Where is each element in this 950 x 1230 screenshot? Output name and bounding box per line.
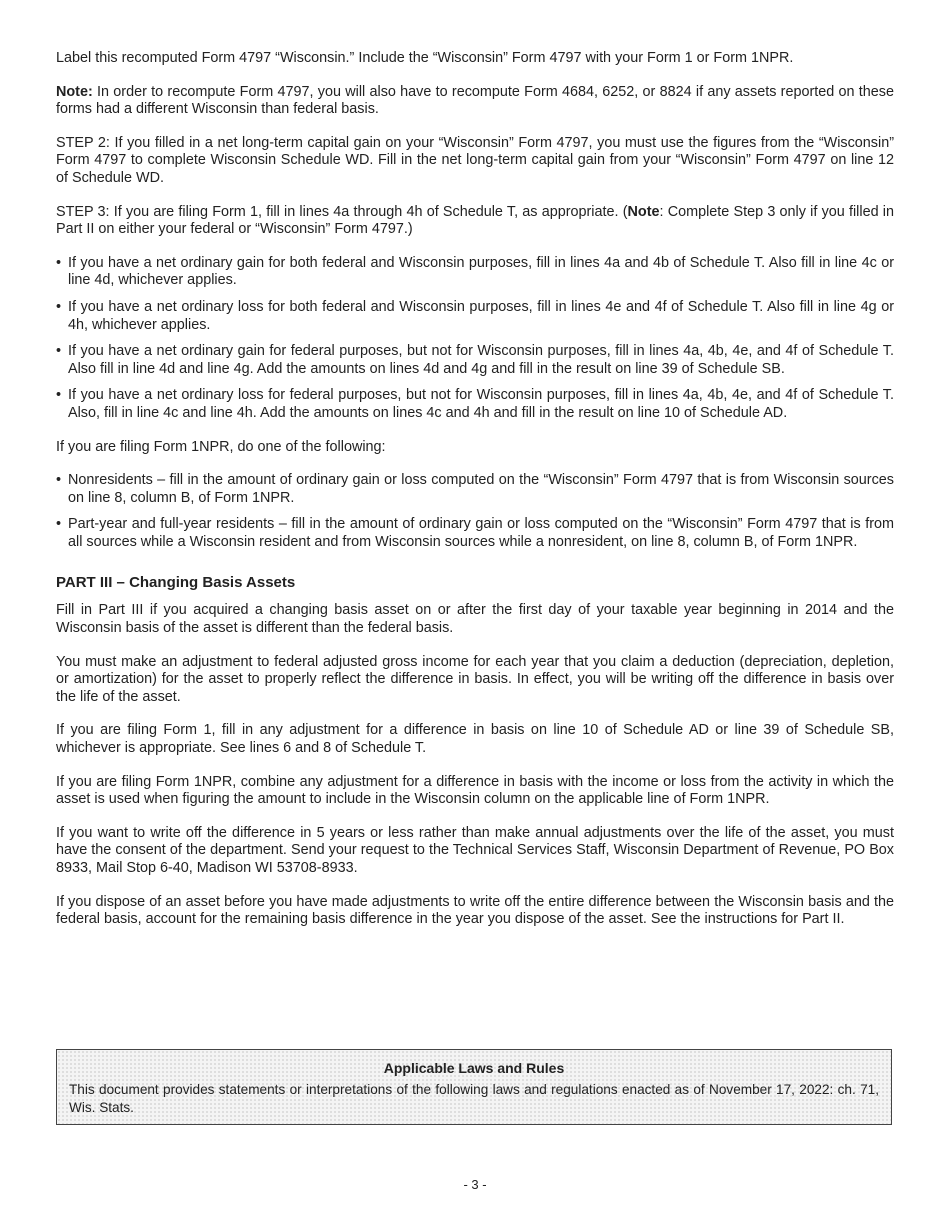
list-item: • If you have a net ordinary gain for federal purposes, but not for Wisconsin purposes, fill in lines 4a, 4b, 4e, and 4f of Schedule T. Also fill in line 4d and line 4g. Add the amounts on lines 4d and 4g and fill in the result on line 39 of Schedule SB. — [56, 343, 894, 378]
part-3-paragraph: If you are filing Form 1NPR, combine any adjustment for a difference in basis with the income or loss from the activity in which the asset is used when figuring the amount to include in the Wisconsin column on the applicable line of Form 1NPR. — [56, 773, 894, 808]
applicable-laws-title: Applicable Laws and Rules — [383, 1060, 565, 1076]
part-3-paragraph: If you are filing Form 1, fill in any adjustment for a difference in basis on line 10 of Schedule AD or line 39 of Schedule SB, whichever is appropriate. See lines 6 and 8 of Schedule T. — [56, 722, 894, 757]
part-3-paragraph: You must make an adjustment to federal adjusted gross income for each year that you claim a deduction (depreciation, depletion, or amortization) for the asset to properly reflect the difference in basis. In effect, you will be writing off the difference in basis over the life of the asset. — [56, 653, 894, 705]
list-item: • If you have a net ordinary gain for both federal and Wisconsin purposes, fill in lines 4a and 4b of Schedule T. Also fill in line 4c or line 4d, whichever applies. — [56, 255, 894, 290]
list-item: • Part-year and full-year residents – fill in the amount of ordinary gain or loss computed on the “Wisconsin” Form 4797 that is from all sources while a Wisconsin resident and from Wisconsin sources while a nonresident, on line 8, column B, of Form 1NPR. — [56, 516, 894, 551]
form-1npr-bullet-list — [56, 472, 894, 551]
step-3-tail: : Complete Step 3 only if you filled in Part II on either your federal or “Wisconsin” Form 4797.) — [56, 203, 894, 238]
step-3-note-label: Note — [627, 203, 660, 220]
note-text: In order to recompute Form 4797, you will also have to recompute Form 4684, 6252, or 8824 if any assets reported on these forms had a different Wisconsin than federal basis. — [56, 83, 894, 118]
step-2-paragraph: STEP 2: If you filled in a net long-term capital gain on your “Wisconsin” Form 4797, you must use the figures from the “Wisconsin” Form 4797 to complete Wisconsin Schedule WD. Fill in the net long-term capital gain from your “Wisconsin” Form 4797 on line 12 of Schedule WD. — [56, 134, 894, 186]
part-3-paragraph: If you want to write off the difference in 5 years or less rather than make annual adjustments over the life of the asset, you must have the consent of the department. Send your request to the Technical Services Staff, Wisconsin Department of Revenue, PO Box 8933, Mail Stop 6-40, Madison WI 53708-8933. — [56, 824, 894, 876]
list-item: • If you have a net ordinary loss for federal purposes, but not for Wisconsin purposes, fill in lines 4a, 4b, 4e, and 4f of Schedule T. Also, fill in line 4c and line 4h. Add the amounts on lines 4c and 4h and fill in the result on line 10 of Schedule AD. — [56, 387, 894, 422]
applicable-laws-box — [56, 1049, 892, 1125]
note-label: Note: — [56, 83, 93, 100]
step-3-paragraph — [56, 204, 894, 239]
list-item: • If you have a net ordinary loss for both federal and Wisconsin purposes, fill in lines 4e and 4f of Schedule T. Also fill in line 4g or 4h, whichever applies. — [56, 299, 894, 334]
form-1npr-lead: If you are filing Form 1NPR, do one of the following: — [56, 438, 386, 455]
page-number: - 3 - — [463, 1177, 487, 1192]
part-3-paragraph: If you dispose of an asset before you have made adjustments to write off the entire difference between the Wisconsin basis and the federal basis, account for the remaining basis difference in the year you dispose of the asset. See the instructions for Part II. — [56, 893, 894, 928]
list-item: • Nonresidents – fill in the amount of ordinary gain or loss computed on the “Wisconsin” Form 4797 that is from Wisconsin sources on line 8, column B, of Form 1NPR. — [56, 472, 894, 507]
document-body — [56, 50, 894, 945]
label-instruction: Label this recomputed Form 4797 “Wisconsin.” Include the “Wisconsin” Form 4797 with your Form 1 or Form 1NPR. — [56, 50, 794, 66]
part-3-heading: PART III – Changing Basis Assets — [56, 574, 296, 592]
step-3-bullet-list — [56, 255, 894, 423]
part-3-paragraph: Fill in Part III if you acquired a changing basis asset on or after the first day of your taxable year beginning in 2014 and the Wisconsin basis of the asset is different than the federal basis. — [56, 602, 894, 637]
applicable-laws-text: This document provides statements or interpretations of the following laws and regulations enacted as of November 17, 2022: ch. 71, Wis. Stats. — [69, 1082, 879, 1115]
step-3-lead: STEP 3: If you are filing Form 1, fill in lines 4a through 4h of Schedule T, as appropriate. ( — [56, 203, 628, 220]
recompute-note — [56, 84, 894, 119]
